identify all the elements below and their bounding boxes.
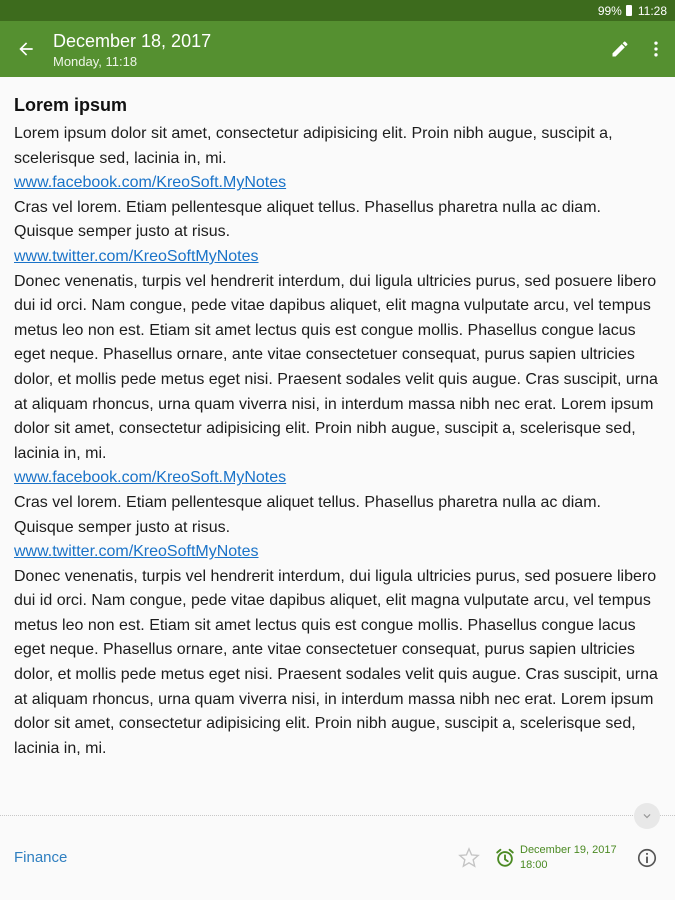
star-outline-icon [458,847,480,869]
status-bar [0,0,675,21]
note-content[interactable] [0,77,675,813]
app-bar [0,21,675,77]
note-paragraph: Donec venenatis, turpis vel hendrerit interdum, dui ligula ultricies purus, sed posuere libero dui id orci. Nam congue, pede vitae dapibus aliquet, elit magna vulputate arcu, vel tempus metus leo non est. Etiam sit amet lectus quis est congue mollis. Phasellus congue lacus eget neque. Phasellus ornare, ante vitae consectetuer consequat, purus sapien ultricies dolor, et mollis pede metus eget nisi. Praesent sodales velit quis augue. Cras suscipit, urna at aliquam rhoncus, urna quam viverra nisi, in interdum massa nibh nec erat. Lorem ipsum dolor sit amet, consectetur adipisicing elit. Proin nibh augue, suscipit a, scelerisque sed, lacinia in, mi. [14,272,658,462]
more-options-button[interactable] [642,35,670,63]
note-date-subtitle: Monday, 11:18 [53,54,138,69]
reminder-time: 18:00 [520,859,548,871]
reminder-datetime[interactable] [520,843,617,873]
info-icon [636,847,658,869]
note-footer [0,816,675,900]
battery-icon [626,5,632,16]
favorite-button[interactable] [458,847,480,869]
note-paragraph: Donec venenatis, turpis vel hendrerit interdum, dui ligula ultricies purus, sed posuere libero dui id orci. Nam congue, pede vitae dapibus aliquet, elit magna vulputate arcu, vel tempus metus leo non est. Etiam sit amet lectus quis est congue mollis. Phasellus congue lacus eget neque. Phasellus ornare, ante vitae consectetuer consequat, purus sapien ultricies dolor, et mollis pede metus eget nisi. Praesent sodales velit quis augue. Cras suscipit, urna at aliquam rhoncus, urna quam viverra nisi, in interdum massa nibh nec erat. Lorem ipsum dolor sit amet, consectetur adipisicing elit. Proin nibh augue, suscipit a, scelerisque sed, lacinia in, mi. [14,567,658,757]
note-date-title: December 18, 2017 [53,31,212,51]
note-link[interactable]: www.facebook.com/KreoSoft.MyNotes [14,469,287,487]
info-button[interactable] [636,847,658,869]
category-label[interactable]: Finance [14,849,68,866]
note-paragraph: Cras vel lorem. Etiam pellentesque aliquet tellus. Phasellus pharetra nulla ac diam. Quisque semper justo at risus. [14,493,601,536]
back-button[interactable] [12,35,40,63]
note-link[interactable]: www.facebook.com/KreoSoft.MyNotes [14,174,287,192]
reminder-button[interactable] [494,847,516,869]
clock: 11:28 [637,3,667,18]
note-link[interactable]: www.twitter.com/KreoSoftMyNotes [14,247,259,265]
note-paragraph: Lorem ipsum dolor sit amet, consectetur adipisicing elit. Proin nibh augue, suscipit a, scelerisque sed, lacinia in, mi. [14,125,613,167]
back-arrow-icon [16,39,36,59]
note-link[interactable]: www.twitter.com/KreoSoftMyNotes [14,543,259,561]
edit-button[interactable] [606,35,634,63]
edit-pencil-icon [610,39,630,59]
note-paragraph: Cras vel lorem. Etiam pellentesque aliquet tellus. Phasellus pharetra nulla ac diam. Quisque semper justo at risus. [14,198,601,241]
note-title: Lorem ipsum [14,95,128,115]
reminder-date: December 19, 2017 [520,844,617,856]
note-body [14,122,661,761]
more-vert-icon [646,39,666,59]
battery-percent: 99% [597,3,622,18]
alarm-clock-icon [494,847,516,869]
